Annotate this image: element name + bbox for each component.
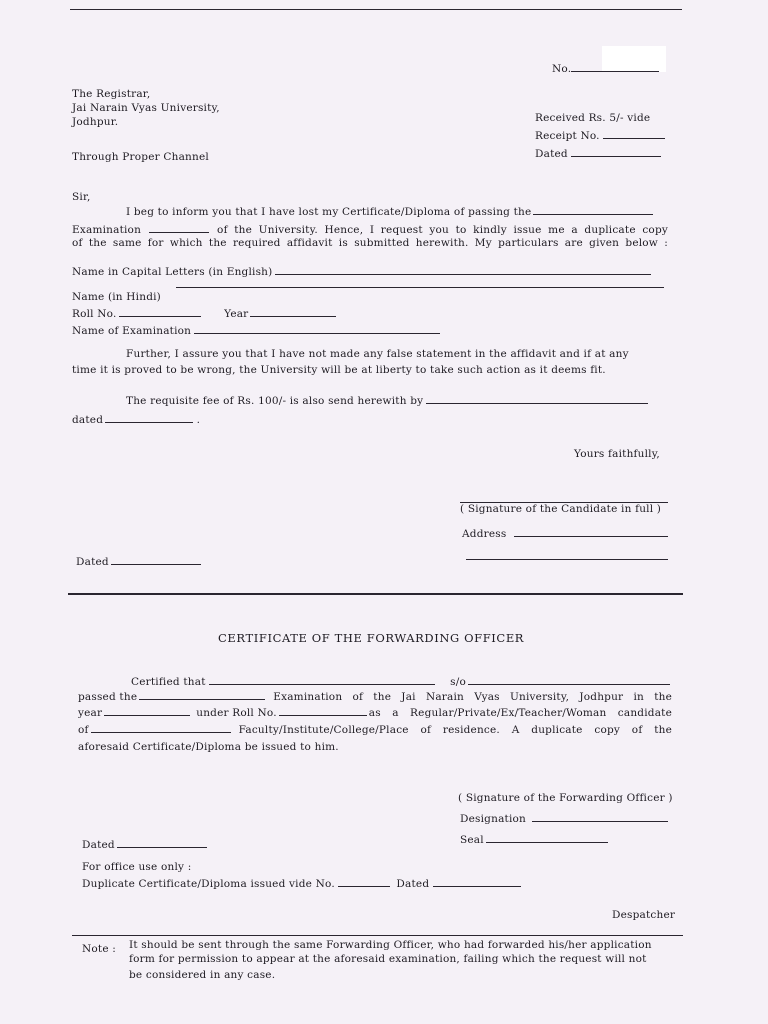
- address-field: Address: [462, 527, 668, 540]
- received-text: Received Rs. 5/- vide: [535, 112, 651, 124]
- name-english-field: Name in Capital Letters (in English): [72, 265, 651, 278]
- candidate-dated-field: Dated: [76, 555, 201, 568]
- addressee-line2: Jai Narain Vyas University,: [72, 102, 220, 114]
- receipt-no-label: Receipt No.: [535, 130, 600, 142]
- forwarding-officer-signature: ( Signature of the Forwarding Officer ): [458, 792, 673, 804]
- year-roll-line: year under Roll No. as a Regular/Private/Ex/Teacher/Woman candidate: [78, 707, 672, 719]
- through-channel: Through Proper Channel: [72, 151, 209, 163]
- paragraph1-line3: of the same for which the required affidavit is submitted herewith. My particulars are given below :: [72, 237, 668, 249]
- certificate-dated-field: Dated: [82, 838, 207, 851]
- office-use-label: For office use only :: [82, 861, 192, 873]
- candidate-signature-label: ( Signature of the Candidate in full ): [460, 503, 662, 515]
- note-line1: It should be sent through the same Forwarding Officer, who had forwarded his/her application: [129, 939, 652, 951]
- top-rule: [70, 9, 682, 10]
- paragraph2-line1: Further, I assure you that I have not made any false statement in the affidavit and if at any: [126, 348, 629, 360]
- certified-that-line: Certified that s/o: [131, 675, 670, 688]
- note-line3: be considered in any case.: [129, 969, 276, 981]
- no-field: [552, 62, 659, 75]
- receipt-no-field: [535, 129, 665, 142]
- fee-dated-field: dated .: [72, 414, 201, 426]
- ref-dated-label: Dated: [535, 148, 568, 160]
- fee-line: The requisite fee of Rs. 100/- is also send herewith by: [126, 394, 648, 407]
- aforesaid-line: aforesaid Certificate/Diploma be issued to him.: [78, 741, 339, 753]
- passed-the-line: passed the Examination of the Jai Narain Vyas University, Jodhpur in the: [78, 691, 672, 703]
- note-label: Note :: [82, 943, 117, 955]
- name-english-line2: [176, 287, 664, 288]
- ref-dated-field: [535, 147, 661, 160]
- no-label: No.: [552, 63, 572, 75]
- certificate-heading: CERTIFICATE OF THE FORWARDING OFFICER: [218, 631, 525, 645]
- addressee-line1: The Registrar,: [72, 88, 151, 100]
- designation-field: Designation: [460, 812, 668, 825]
- name-hindi-field: Name (in Hindi): [72, 291, 161, 303]
- seal-field: Seal: [460, 833, 608, 846]
- address-line2: [466, 559, 668, 560]
- roll-no-field: Roll No. Year: [72, 307, 336, 320]
- note-rule: [72, 935, 683, 936]
- paragraph1-line1: I beg to inform you that I have lost my Certificate/Diploma of passing the: [126, 205, 653, 218]
- closing: Yours faithfully,: [574, 448, 660, 460]
- faculty-line: of Faculty/Institute/College/Place of residence. A duplicate copy of the: [78, 724, 672, 736]
- paragraph1-line2: Examination of the University. Hence, I request you to kindly issue me a duplicate copy: [72, 224, 668, 236]
- duplicate-issued-field: Duplicate Certificate/Diploma issued vide No. Dated: [82, 877, 521, 890]
- despatcher-label: Despatcher: [612, 909, 676, 921]
- note-line2: form for permission to appear at the aforesaid examination, failing which the request will not: [129, 953, 647, 965]
- salutation: Sir,: [72, 191, 91, 203]
- exam-name-field: Name of Examination: [72, 324, 440, 337]
- section-divider: [68, 593, 683, 595]
- addressee-line3: Jodhpur.: [72, 116, 119, 128]
- paragraph2-line2: time it is proved to be wrong, the University will be at liberty to take such action as it deems fit.: [72, 364, 606, 376]
